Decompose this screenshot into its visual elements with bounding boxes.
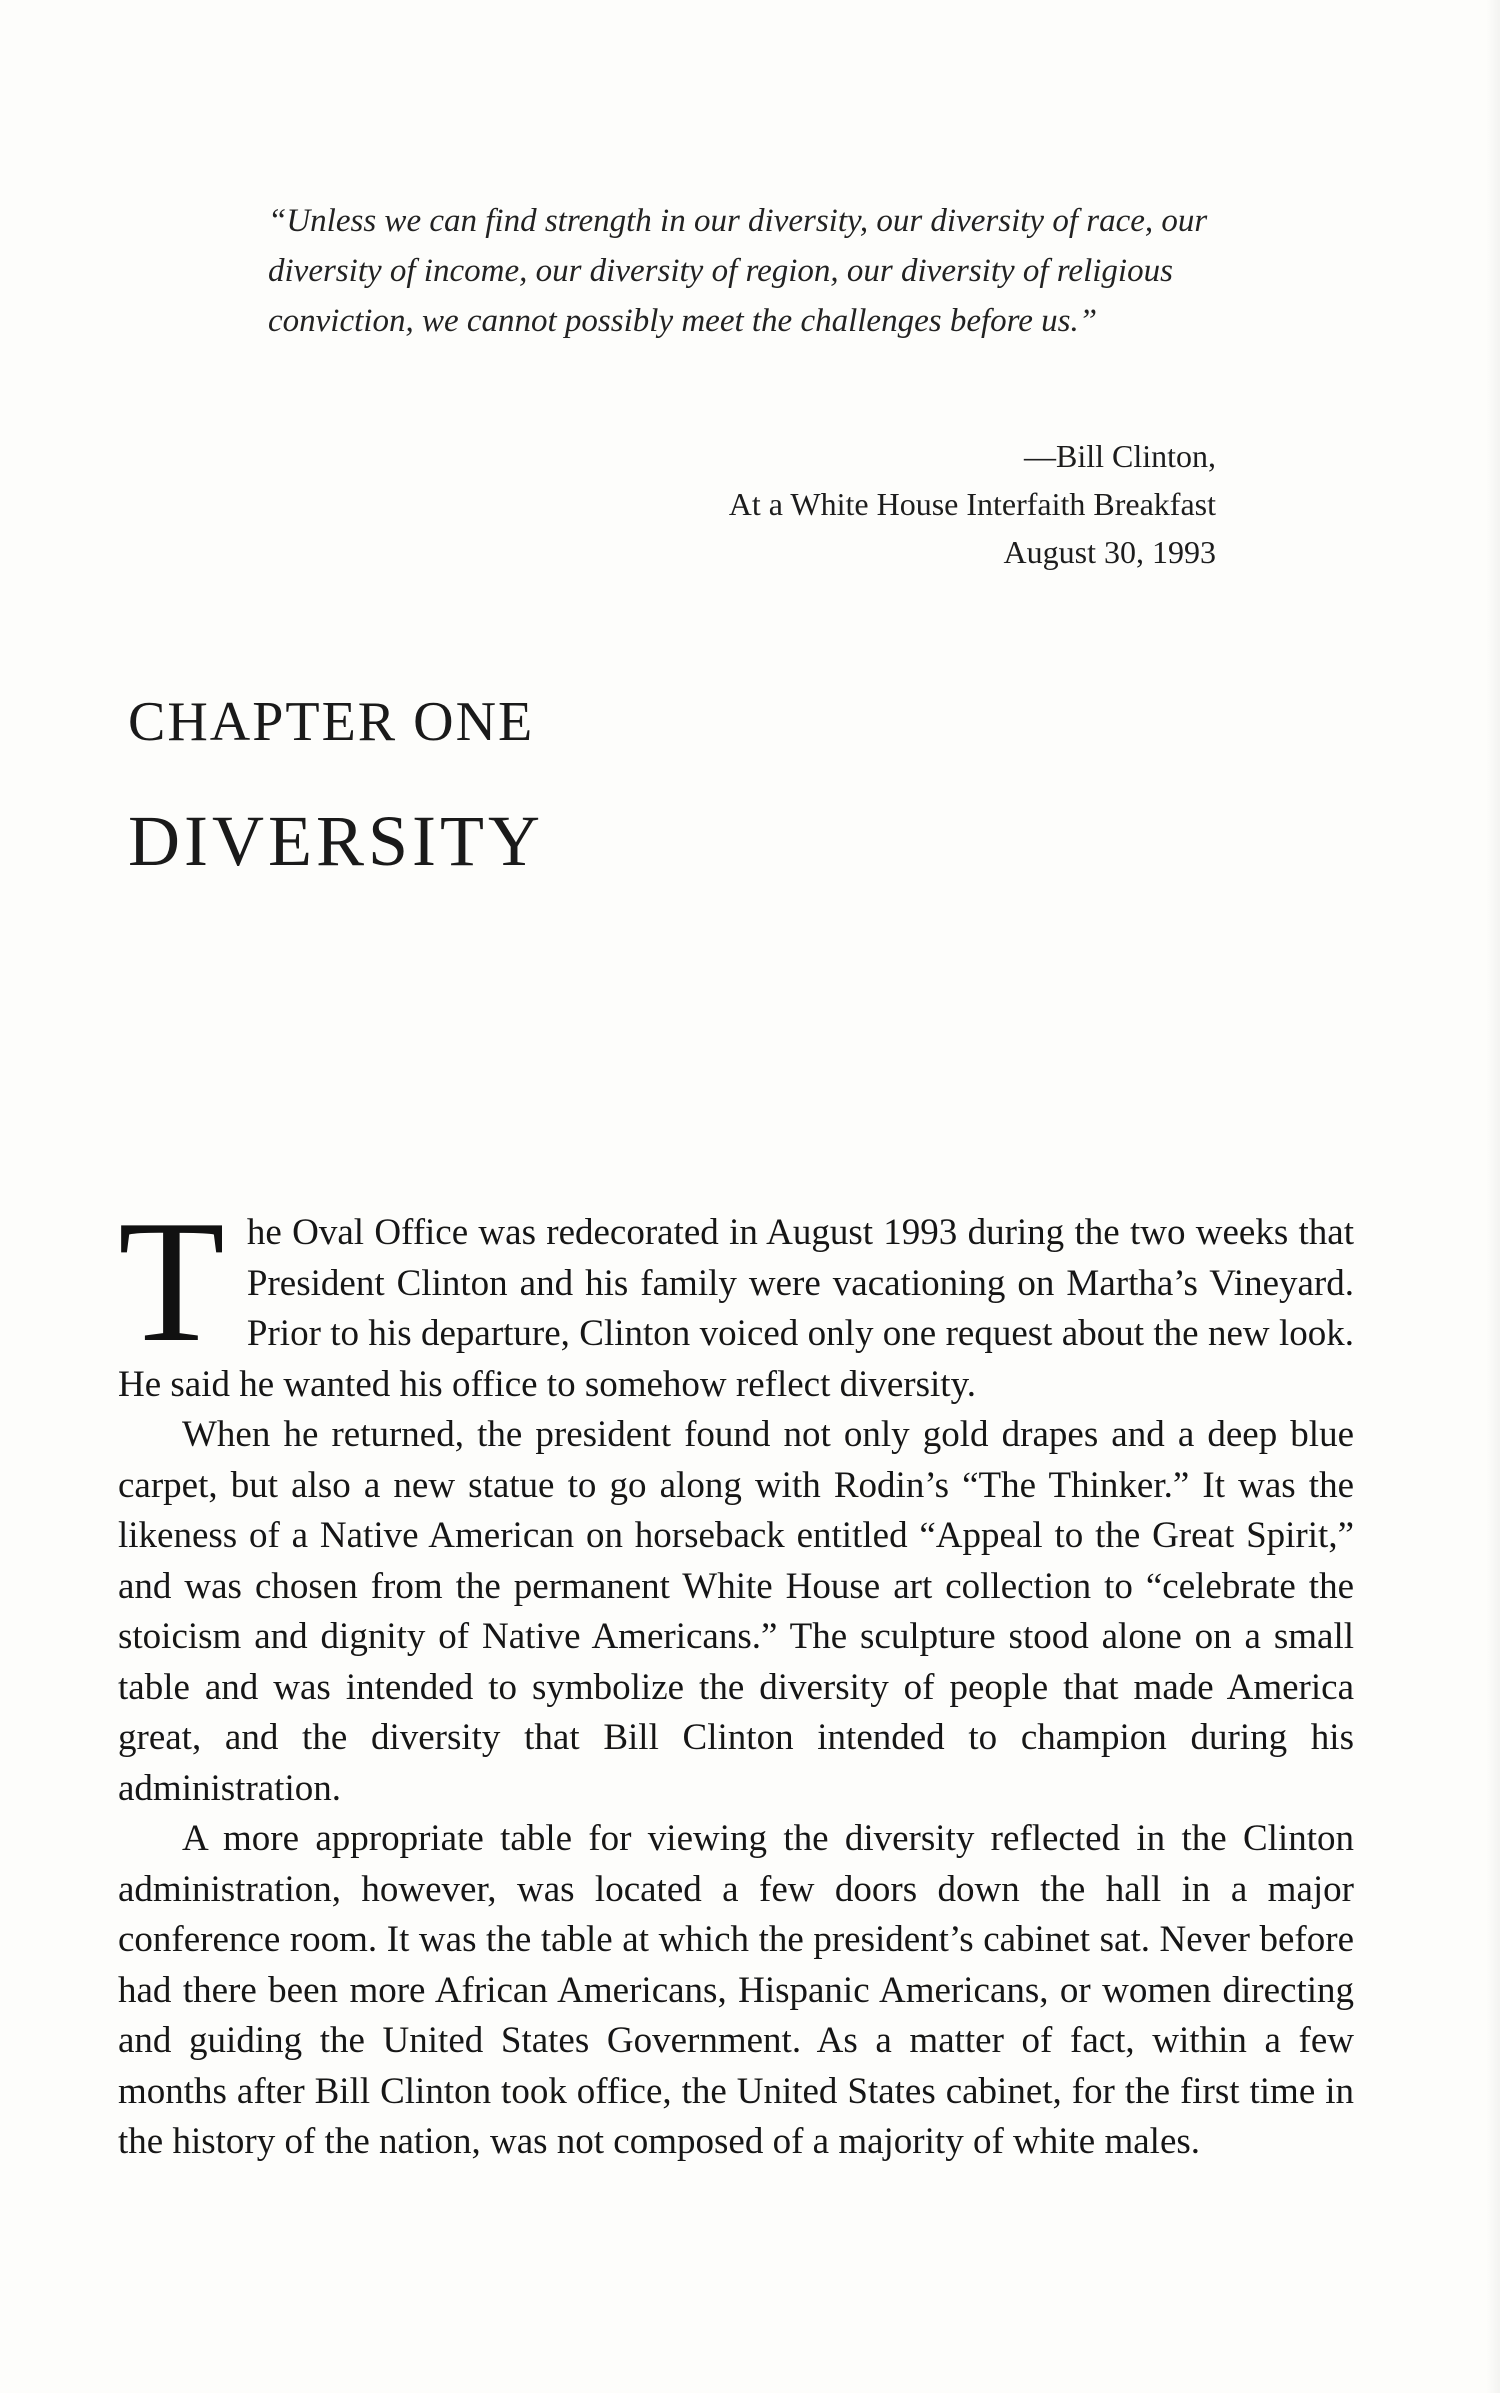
page-edge-shadow bbox=[1486, 0, 1500, 2393]
attribution-date: August 30, 1993 bbox=[1003, 534, 1216, 570]
epigraph-attribution bbox=[729, 432, 1216, 576]
epigraph bbox=[268, 196, 1228, 346]
epigraph-quote: “Unless we can find strength in our diversity, our diversity of race, our diversity of income, our diversity of region, our diversity of religious conviction, we cannot possibly meet the challenges before us.” bbox=[268, 203, 1208, 339]
attribution-author: —Bill Clinton, bbox=[1023, 438, 1216, 474]
chapter-title: DIVERSITY bbox=[128, 801, 544, 881]
body-paragraph-1 bbox=[118, 1184, 1354, 1410]
drop-cap: T bbox=[118, 1184, 225, 1378]
attribution-occasion: At a White House Interfaith Breakfast bbox=[728, 486, 1216, 522]
body-paragraph-1-text: he Oval Office was redecorated in August 1993 during the two weeks that President Clinton and his family were vacationing on Martha’s Vineyard. Prior to his departure, Clinton voiced only one request about the new look. He said he wanted his office to somehow reflect diversity. bbox=[118, 1212, 1354, 1405]
body-text bbox=[118, 1184, 1354, 2168]
body-paragraph-2: When he returned, the president found not only gold drapes and a deep blue carpet, but also a new statue to go along with Rodin’s “The Thinker.” It was the likeness of a Native American on horseback entitled “Appeal to the Great Spirit,” and was chosen from the permanent White House art collection to “celebrate the stoicism and dignity of Native Americans.” The sculpture stood alone on a small table and was intended to symbolize the diversity of people that made America great, and the diversity that Bill Clinton intended to champion during his administration. bbox=[118, 1414, 1354, 1809]
body-paragraph-3: A more appropriate table for viewing the diversity reflected in the Clinton administration, however, was located a few doors down the hall in a major conference room. It was the table at which the president’s cabinet sat. Never before had there been more African Americans, Hispanic Americans, or women directing and guiding the United States Government. As a matter of fact, within a few months after Bill Clinton took office, the United States cabinet, for the first time in the history of the nation, was not composed of a majority of white males. bbox=[118, 1818, 1354, 2162]
chapter-label: CHAPTER ONE bbox=[128, 691, 535, 753]
